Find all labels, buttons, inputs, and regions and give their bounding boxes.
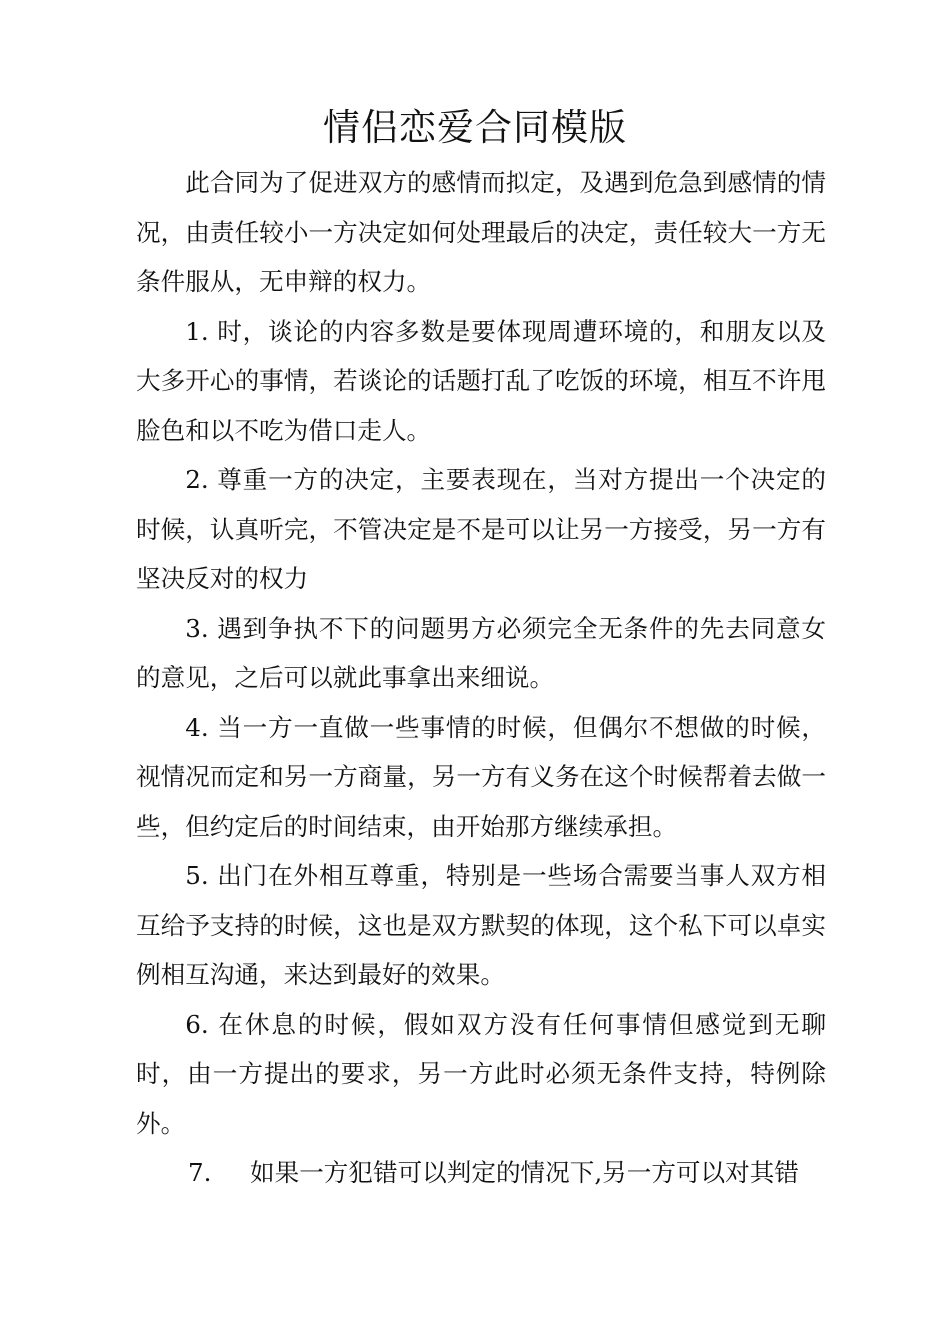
paragraph-item-4: 4. 当一方一直做一些事情的时候，但偶尔不想做的时候，视情况而定和另一方商量，另一方有义务在这个时候帮着去做一些，但约定后的时间结束，由开始那方继续承担。: [136, 712, 826, 841]
paragraph-item-7: [136, 1148, 826, 1198]
item-7-text: 如果一方犯错可以判定的情况下,另一方可以对其错: [250, 1158, 799, 1187]
paragraph-item-2: 2. 尊重一方的决定，主要表现在，当对方提出一个决定的时候，认真听完，不管决定是不是可以让另一方接受，另一方有坚决反对的权力: [136, 465, 826, 593]
item-7-number: 7.: [188, 1158, 212, 1187]
document-body: [136, 158, 826, 1198]
paragraph-item-5: 5. 出门在外相互尊重，特别是一些场合需要当事人双方相互给予支持的时候，这也是双方默契的体现，这个私下可以卓实例相互沟通，来达到最好的效果。: [136, 861, 826, 989]
paragraph-intro: 此合同为了促进双方的感情而拟定，及遇到危急到感情的情况，由责任较小一方决定如何处理最后的决定，责任较大一方无条件服从，无申辩的权力。: [136, 168, 826, 296]
paragraph-item-1: 1. 时，谈论的内容多数是要体现周遭环境的，和朋友以及大多开心的事情，若谈论的话题打乱了吃饭的环境，相互不许甩脸色和以不吃为借口走人。: [136, 316, 826, 445]
document-title: 情侣恋爱合同模版: [323, 106, 627, 149]
paragraph-item-3: 3. 遇到争执不下的问题男方必须完全无条件的先去同意女的意见，之后可以就此事拿出来细说。: [136, 613, 826, 692]
paragraph-item-6: 6. 在休息的时候，假如双方没有任何事情但感觉到无聊时，由一方提出的要求，另一方此时必须无条件支持，特例除外。: [136, 1009, 826, 1138]
